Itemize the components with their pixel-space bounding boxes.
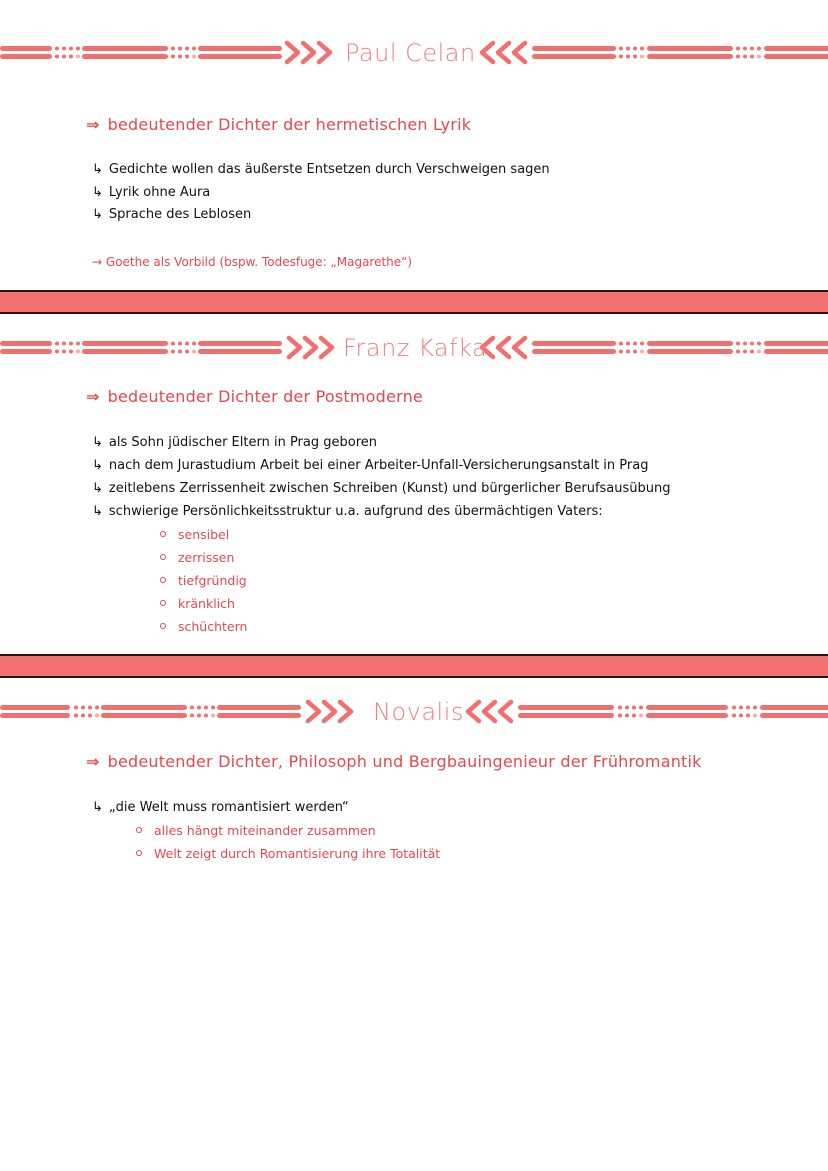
list-item-text: schwierige Persönlichkeitsstruktur u.a. aufgrund des übermächtigen Vaters: [108,504,603,519]
list-item-text: Sprache des Leblosen [108,207,252,222]
hook-arrow-icon: ↳ [92,458,103,473]
bullet-icon [160,623,166,629]
bullet-icon [136,850,142,856]
list-item [92,185,210,200]
hook-arrow-icon: ↳ [92,504,103,519]
hook-arrow-icon: ↳ [92,800,103,815]
list-item-text: Lyrik ohne Aura [108,185,211,200]
subpoint-text: Welt zeigt durch Romantisierung ihre Totalität [154,846,441,861]
list-item [92,162,550,177]
hook-arrow-icon: ↳ [92,185,103,200]
list-item [92,458,648,473]
section-note [92,255,412,269]
bullet-icon [160,531,166,537]
trait-text: kränklich [178,596,235,611]
section-banner-celan [0,38,828,68]
trait-text: zerrissen [178,550,235,565]
hook-arrow-icon: ↳ [92,481,103,496]
section-title: Novalis [373,698,464,726]
subpoint-item [136,846,440,861]
trait-item [160,619,247,634]
list-item [92,207,251,222]
list-item-text: als Sohn jüdischer Eltern in Prag geboren [108,435,378,450]
section-title: Paul Celan [345,39,476,67]
hook-arrow-icon: ↳ [92,435,103,450]
subpoint-item [136,823,376,838]
list-item [92,504,603,519]
note-text: Goethe als Vorbild (bspw. Todesfuge: „Magarethe“) [105,255,413,269]
section-headline [86,115,471,134]
bullet-icon [160,600,166,606]
trait-item [160,550,234,565]
list-item [92,435,377,450]
headline-text: bedeutender Dichter der Postmoderne [107,387,423,406]
right-arrow-icon: → [92,255,103,269]
double-arrow-icon: ⇒ [86,387,100,406]
headline-text: bedeutender Dichter, Philosoph und Bergbauingenieur der Frühromantik [107,752,702,771]
trait-text: schüchtern [178,619,248,634]
bullet-icon [136,827,142,833]
double-arrow-icon: ⇒ [86,752,100,771]
trait-text: sensibel [178,527,230,542]
section-headline [86,752,702,771]
section-title: Franz Kafka [343,334,488,362]
bullet-icon [160,554,166,560]
list-item [92,481,671,496]
section-divider [0,290,828,314]
trait-text: tiefgründig [178,573,247,588]
section-banner-novalis [0,697,828,727]
list-item-text: „die Welt muss romantisiert werden“ [108,800,349,815]
headline-text: bedeutender Dichter der hermetischen Lyrik [107,115,472,134]
section-banner-kafka [0,333,828,363]
list-item-text: zeitlebens Zerrissenheit zwischen Schreiben (Kunst) und bürgerlicher Berufsausübung [108,481,671,496]
hook-arrow-icon: ↳ [92,207,103,222]
hook-arrow-icon: ↳ [92,162,103,177]
list-item-text: nach dem Jurastudium Arbeit bei einer Arbeiter-Unfall-Versicherungsanstalt in Prag [108,458,649,473]
section-headline [86,387,423,406]
section-divider [0,654,828,678]
bullet-icon [160,577,166,583]
double-arrow-icon: ⇒ [86,115,100,134]
trait-item [160,527,229,542]
trait-item [160,596,235,611]
list-item-text: Gedichte wollen das äußerste Entsetzen durch Verschweigen sagen [108,162,550,177]
list-item [92,800,349,815]
trait-item [160,573,247,588]
subpoint-text: alles hängt miteinander zusammen [154,823,376,838]
